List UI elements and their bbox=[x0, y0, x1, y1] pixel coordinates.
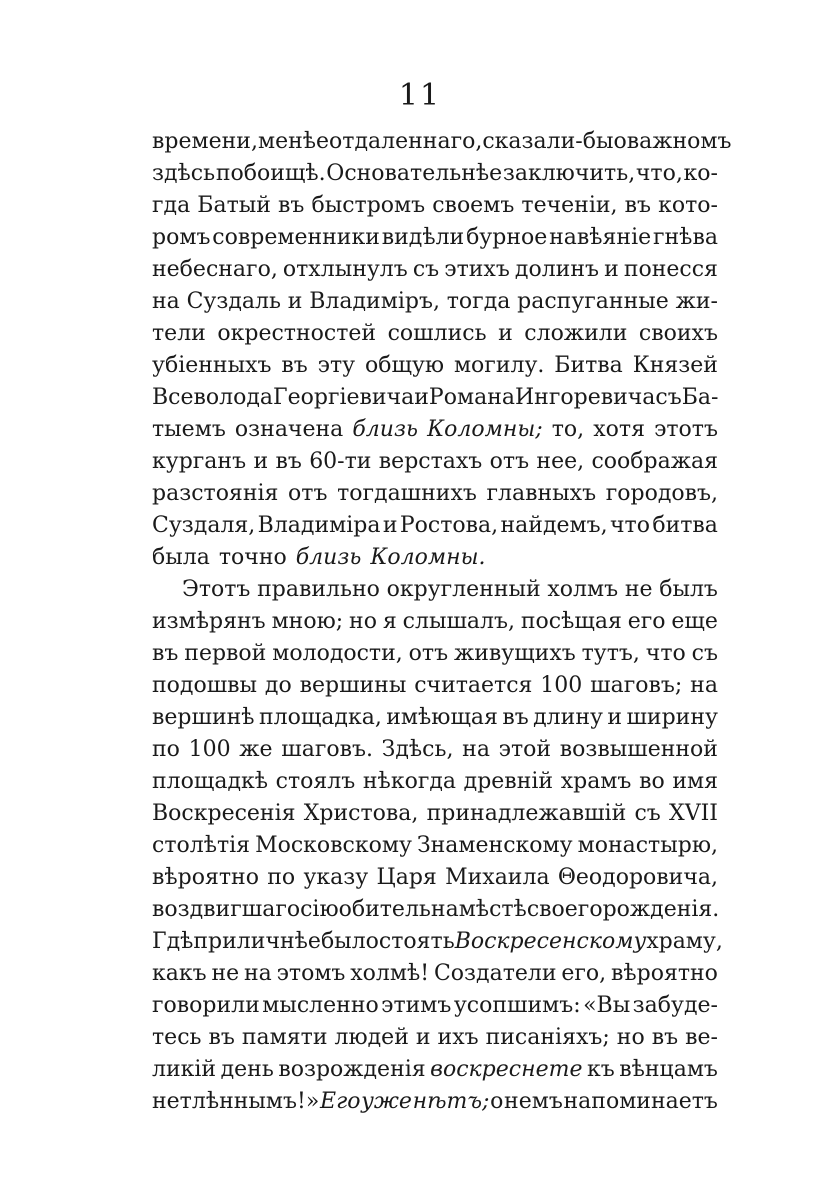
text-line: Воскресенія Христова, принадлежавшій съ XVII bbox=[152, 801, 718, 826]
text-line: говорили мысленно этимъ усопшимъ: «Вы забуде- bbox=[152, 993, 718, 1018]
body-text bbox=[152, 126, 732, 1118]
text-line: небеснаго, отхлынулъ съ этихъ долинъ и понесся bbox=[152, 257, 718, 282]
text-line: вѣроятно по указу Царя Михаила Θеодоровича, bbox=[152, 865, 718, 890]
text-line: гда Батый въ быстромъ своемъ теченіи, въ кото- bbox=[152, 193, 718, 218]
text-line: тели окрестностей сошлись и сложили своихъ bbox=[152, 321, 718, 346]
text-line: убіенныхъ въ эту общую могилу. Битва Князей bbox=[152, 353, 718, 378]
text-line: вершинѣ площадка, имѣющая въ длину и ширину bbox=[152, 705, 718, 730]
text-line: Этотъ правильно округленный холмъ не былъ bbox=[182, 577, 718, 602]
text-line: столѣтія Московскому Знаменскому монастырю, bbox=[152, 833, 718, 858]
text-line: ромъ современники видѣли бурное навѣяніе гнѣва bbox=[152, 225, 718, 250]
text-line: была точно близь Коломны. bbox=[152, 545, 486, 570]
text-line: ликій день возрожденія воскреснете къ вѣнцамъ bbox=[152, 1057, 718, 1082]
text-line: разстоянія отъ тогдашнихъ главныхъ городовъ, bbox=[152, 481, 718, 506]
text-line: тыемъ означена близь Коломны; то, хотя этотъ bbox=[152, 417, 718, 442]
text-line: Гдѣ приличнѣе было стоять Воскресенскому храму, bbox=[152, 929, 723, 954]
text-line: въ первой молодости, отъ живущихъ тутъ, что съ bbox=[152, 641, 718, 666]
text-line: на Суздаль и Владиміръ, тогда распуганные жи- bbox=[152, 289, 718, 314]
text-line: тесь въ памяти людей и ихъ писаніяхъ; но въ ве- bbox=[152, 1025, 718, 1050]
text-line: здѣсь побоищѣ. Основательнѣе заключить, что, ко- bbox=[152, 161, 718, 186]
text-line: воздвигшаго сію обитель на мѣстѣ своего рожденія. bbox=[152, 897, 720, 922]
text-line: курганъ и въ 60-ти верстахъ отъ нее, соображая bbox=[152, 449, 718, 474]
text-line: Суздаля, Владиміра и Ростова, найдемъ, что битва bbox=[152, 513, 718, 538]
text-line: времени, менѣе отдаленнаго, сказали-бы о важномъ bbox=[152, 129, 732, 154]
text-line: по 100 же шаговъ. Здѣсь, на этой возвышенной bbox=[152, 737, 718, 762]
text-line: какъ не на этомъ холмѣ! Создатели его, вѣроятно bbox=[152, 961, 718, 986]
text-line: Всеволода Георгіевича и Романа Ингоревича съ Ба- bbox=[152, 385, 719, 410]
text-line: площадкѣ стоялъ нѣкогда древній храмъ во имя bbox=[152, 769, 718, 794]
text-line: нетлѣннымъ!» Его уже нѣтъ; о немъ напоминаетъ bbox=[152, 1089, 718, 1114]
text-line: измѣрянъ мною; но я слышалъ, посѣщая его еще bbox=[152, 609, 718, 634]
text-line: подошвы до вершины считается 100 шаговъ; на bbox=[152, 673, 718, 698]
page-number: 11 bbox=[398, 78, 442, 113]
